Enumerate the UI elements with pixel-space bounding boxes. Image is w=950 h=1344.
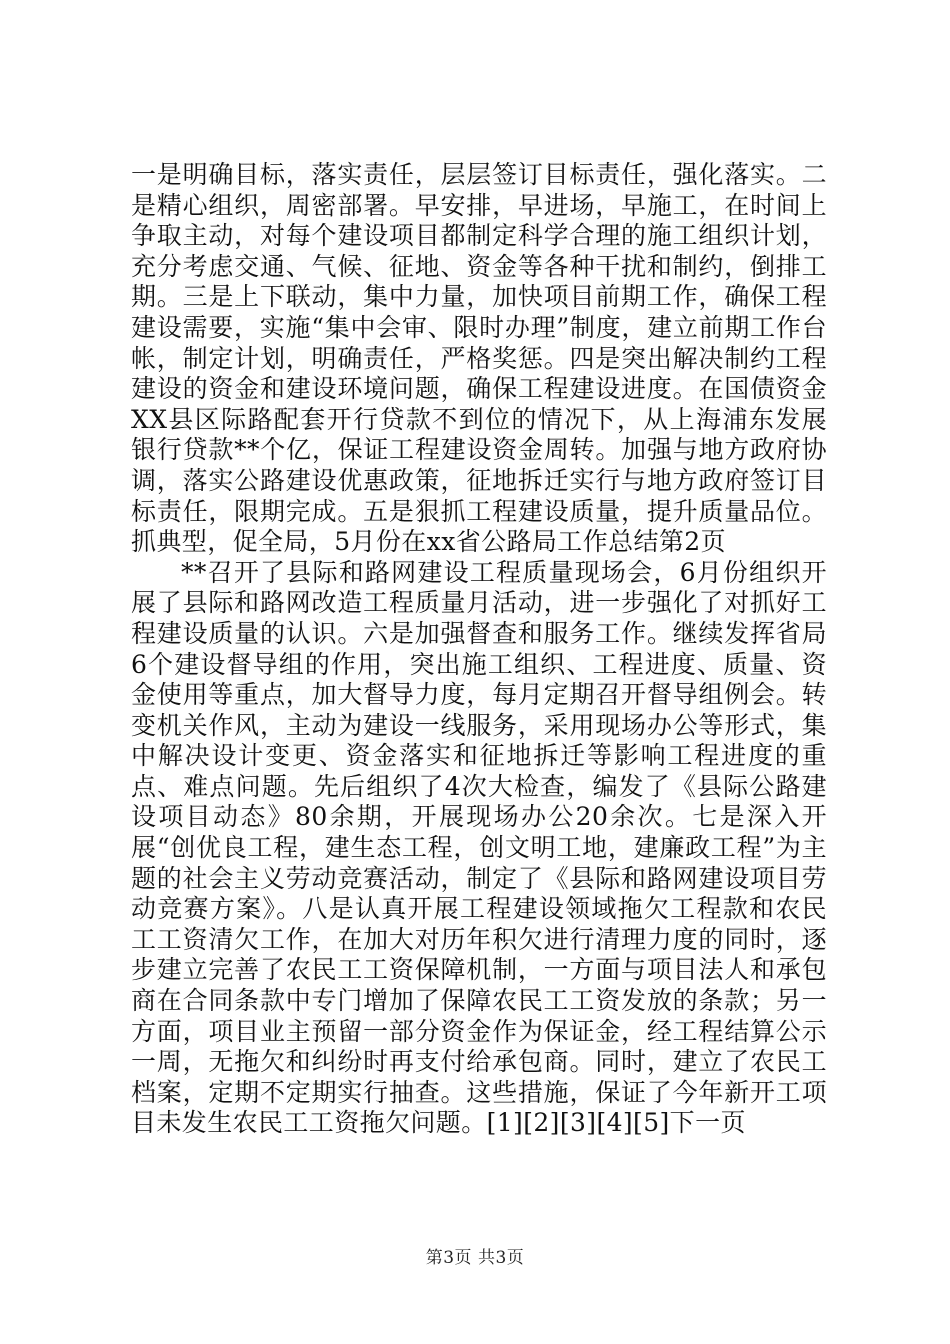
page-number-footer: 第3页 共3页: [425, 1248, 525, 1268]
document-body: [131, 160, 827, 1139]
paragraph-2: **召开了县际和路网建设工程质量现场会，6月份组织开展了县际和路网改造工程质量月活动，进一步强化了对抓好工程建设质量的认识。六是加强督查和服务工作。继续发挥省局6个建设督导组的作用，突出施工组织、工程进度、质量、资金使用等重点，加大督导力度，每月定期召开督导组例会。转变机关作风，主动为建设一线服务，采用现场办公等形式，集中解决设计变更、资金落实和征地拆迁等影响工程进度的重点、难点问题。先后组织了4次大检查，编发了《县际公路建设项目动态》80余期，开展现场办公20余次。七是深入开展“创优良工程，建生态工程，创文明工地，建廉政工程”为主题的社会主义劳动竞赛活动，制定了《县际和路网建设项目劳动竞赛方案》。八是认真开展工程建设领域拖欠工程款和农民工工资清欠工作，在加大对历年积欠进行清理力度的同时，逐步建立完善了农民工工资保障机制，一方面与项目法人和承包商在合同条款中专门增加了保障农民工工资发放的条款；另一方面，项目业主预留一部分资金作为保证金，经工程结算公示一周，无拖欠和纠纷时再支付给承包商。同时，建立了农民工档案，定期不定期实行抽查。这些措施，保证了今年新开工项目未发生农民工工资拖欠问题。[1][2][3][4][5]下一页: [131, 557, 827, 1138]
paragraph-1: 一是明确目标，落实责任，层层签订目标责任，强化落实。二是精心组织，周密部署。早安排，早进场，早施工，在时间上争取主动，对每个建设项目都制定科学合理的施工组织计划，充分考虑交通、气候、征地、资金等各种干扰和制约，倒排工期。三是上下联动，集中力量，加快项目前期工作，确保工程建设需要，实施“集中会审、限时办理”制度，建立前期工作台帐，制定计划，明确责任，严格奖惩。四是突出解决制约工程建设的资金和建设环境问题，确保工程建设进度。在国债资金XX县区际路配套开行贷款不到位的情况下，从上海浦东发展银行贷款**个亿，保证工程建设资金周转。加强与地方政府协调，落实公路建设优惠政策，征地拆迁实行与地方政府签订目标责任，限期完成。五是狠抓工程建设质量，提升质量品位。抓典型，促全局，5月份在xx省公路局工作总结第2页: [131, 160, 827, 557]
